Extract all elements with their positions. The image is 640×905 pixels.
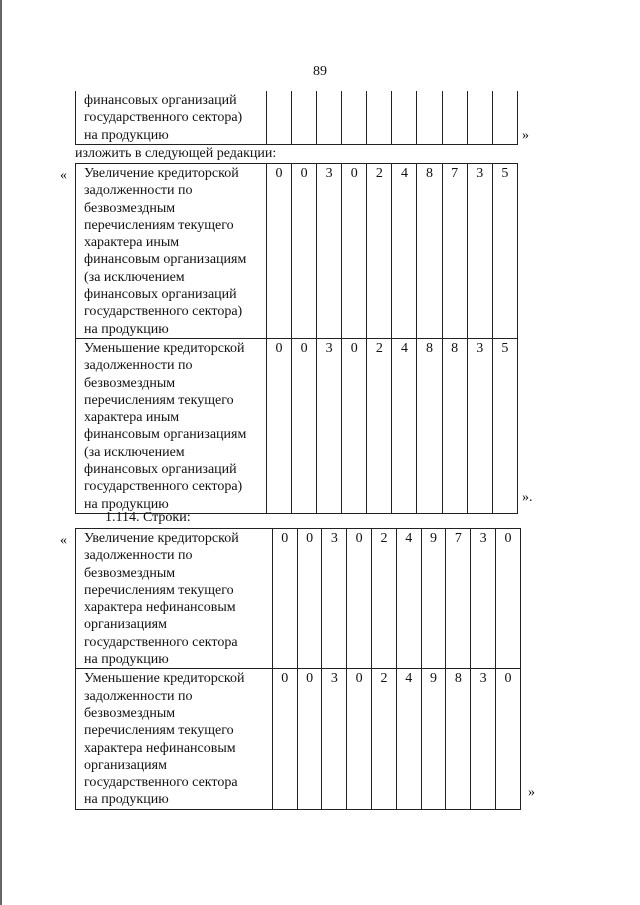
label-line: задолженности по [84, 688, 193, 704]
table-row [76, 529, 521, 669]
code-digit-cell [317, 91, 342, 144]
code-digit-cell: 7 [446, 529, 471, 669]
label-line: финансовым организациям [84, 427, 247, 443]
label-line: характера нефинансовым [84, 600, 236, 616]
label-line: безвозмездным [84, 375, 176, 391]
code-digit-cell: 3 [471, 529, 496, 669]
label-line: перечислениям текущего [84, 723, 234, 739]
code-digit-cell: 0 [496, 669, 521, 809]
code-digit-cell: 0 [347, 669, 372, 809]
code-digit-cell: 0 [292, 164, 317, 339]
label-line: Уменьшение кредиторской [84, 671, 245, 687]
label-line: финансовым организациям [84, 252, 247, 268]
code-digit-cell: 8 [446, 669, 471, 809]
code-digit-cell: 5 [492, 164, 517, 339]
code-digit-cell: 0 [297, 529, 322, 669]
code-digit-cell: 3 [322, 529, 347, 669]
intro-paragraph: изложить в следующей редакции: [75, 146, 277, 161]
code-digit-cell [492, 91, 517, 144]
label-line: характера иным [84, 410, 180, 426]
label-line: (за исключением [84, 444, 185, 460]
label-line: характера иным [84, 235, 180, 251]
code-digit-cell: 3 [467, 164, 492, 339]
code-digit-cell [392, 91, 417, 144]
label-line: на продукцию [84, 652, 169, 668]
table-row [76, 669, 521, 809]
table-previous-fragment [75, 91, 518, 145]
code-digit-cell: 3 [317, 164, 342, 339]
code-digit-cell: 2 [367, 338, 392, 513]
label-line: государственного сектора) [84, 110, 243, 126]
label-line: организациям [84, 757, 167, 773]
code-digit-cell: 4 [392, 164, 417, 339]
code-digit-cell: 0 [496, 529, 521, 669]
label-line: задолженности по [84, 358, 193, 374]
code-digit-cell: 8 [417, 338, 442, 513]
code-digit-cell: 0 [266, 338, 291, 513]
label-line: безвозмездным [84, 705, 176, 721]
code-digit-cell: 9 [421, 669, 446, 809]
code-digit-cell: 9 [421, 529, 446, 669]
label-line: на продукцию [84, 792, 169, 808]
label-line: организациям [84, 617, 167, 633]
label-line: характера нефинансовым [84, 740, 236, 756]
code-digit-cell [467, 91, 492, 144]
label-line: безвозмездным [84, 200, 176, 216]
label-line: задолженности по [84, 183, 193, 199]
label-line: финансовых организаций [84, 93, 237, 108]
code-digit-cell: 0 [292, 338, 317, 513]
code-digit-cell: 0 [266, 164, 291, 339]
opening-quote-second: « [60, 533, 67, 548]
code-digit-cell: 3 [317, 338, 342, 513]
label-line: перечислениям текущего [84, 392, 234, 408]
code-digit-cell [266, 91, 291, 144]
code-digit-cell: 3 [467, 338, 492, 513]
code-digit-cell: 0 [347, 529, 372, 669]
label-line: государственного сектора [84, 634, 238, 650]
label-line: государственного сектора) [84, 479, 243, 495]
code-digit-cell: 0 [297, 669, 322, 809]
code-digit-cell [442, 91, 467, 144]
closing-quote-first: » [522, 128, 529, 143]
code-digit-cell [367, 91, 392, 144]
code-digit-cell: 2 [372, 529, 397, 669]
label-line: государственного сектора) [84, 304, 243, 320]
table-row [76, 338, 518, 513]
code-digit-cell: 8 [442, 338, 467, 513]
code-digit-cell: 8 [417, 164, 442, 339]
code-digit-cell: 7 [442, 164, 467, 339]
label-line: перечислениям текущего [84, 217, 234, 233]
label-line: финансовых организаций [84, 462, 237, 478]
code-digit-cell [417, 91, 442, 144]
code-digit-cell: 0 [342, 164, 367, 339]
row-label [76, 338, 267, 513]
row-label [76, 529, 273, 669]
closing-quote-third: » [528, 785, 535, 800]
scan-edge [0, 0, 2, 905]
table-row [76, 91, 518, 144]
row-label [76, 91, 267, 144]
section-heading: 1.114. Строки: [105, 510, 191, 525]
label-line: на продукцию [84, 496, 169, 512]
closing-quote-second: ». [522, 490, 533, 505]
label-line: финансовых организаций [84, 287, 237, 303]
code-digit-cell: 3 [322, 669, 347, 809]
table-lines-1114 [75, 528, 521, 810]
opening-quote-first: « [60, 168, 67, 183]
code-digit-cell [342, 91, 367, 144]
code-digit-cell: 4 [392, 338, 417, 513]
row-label [76, 164, 267, 339]
label-line: задолженности по [84, 548, 193, 564]
code-digit-cell [292, 91, 317, 144]
label-line: на продукцию [84, 127, 169, 143]
code-digit-cell: 4 [396, 529, 421, 669]
table-row [76, 164, 518, 339]
code-digit-cell: 4 [396, 669, 421, 809]
code-digit-cell: 0 [272, 529, 297, 669]
page-number: 89 [313, 64, 327, 79]
label-line: Увеличение кредиторской [84, 531, 239, 546]
code-digit-cell: 2 [372, 669, 397, 809]
row-label [76, 669, 273, 809]
code-digit-cell: 0 [272, 669, 297, 809]
code-digit-cell: 5 [492, 338, 517, 513]
code-digit-cell: 3 [471, 669, 496, 809]
code-digit-cell: 2 [367, 164, 392, 339]
label-line: (за исключением [84, 269, 185, 285]
label-line: перечислениям текущего [84, 582, 234, 598]
label-line: Уменьшение кредиторской [84, 340, 245, 356]
code-digit-cell: 0 [342, 338, 367, 513]
label-line: Увеличение кредиторской [84, 166, 239, 181]
table-new-edition [75, 163, 518, 514]
label-line: государственного сектора [84, 775, 238, 791]
label-line: безвозмездным [84, 565, 176, 581]
label-line: на продукцию [84, 321, 169, 337]
